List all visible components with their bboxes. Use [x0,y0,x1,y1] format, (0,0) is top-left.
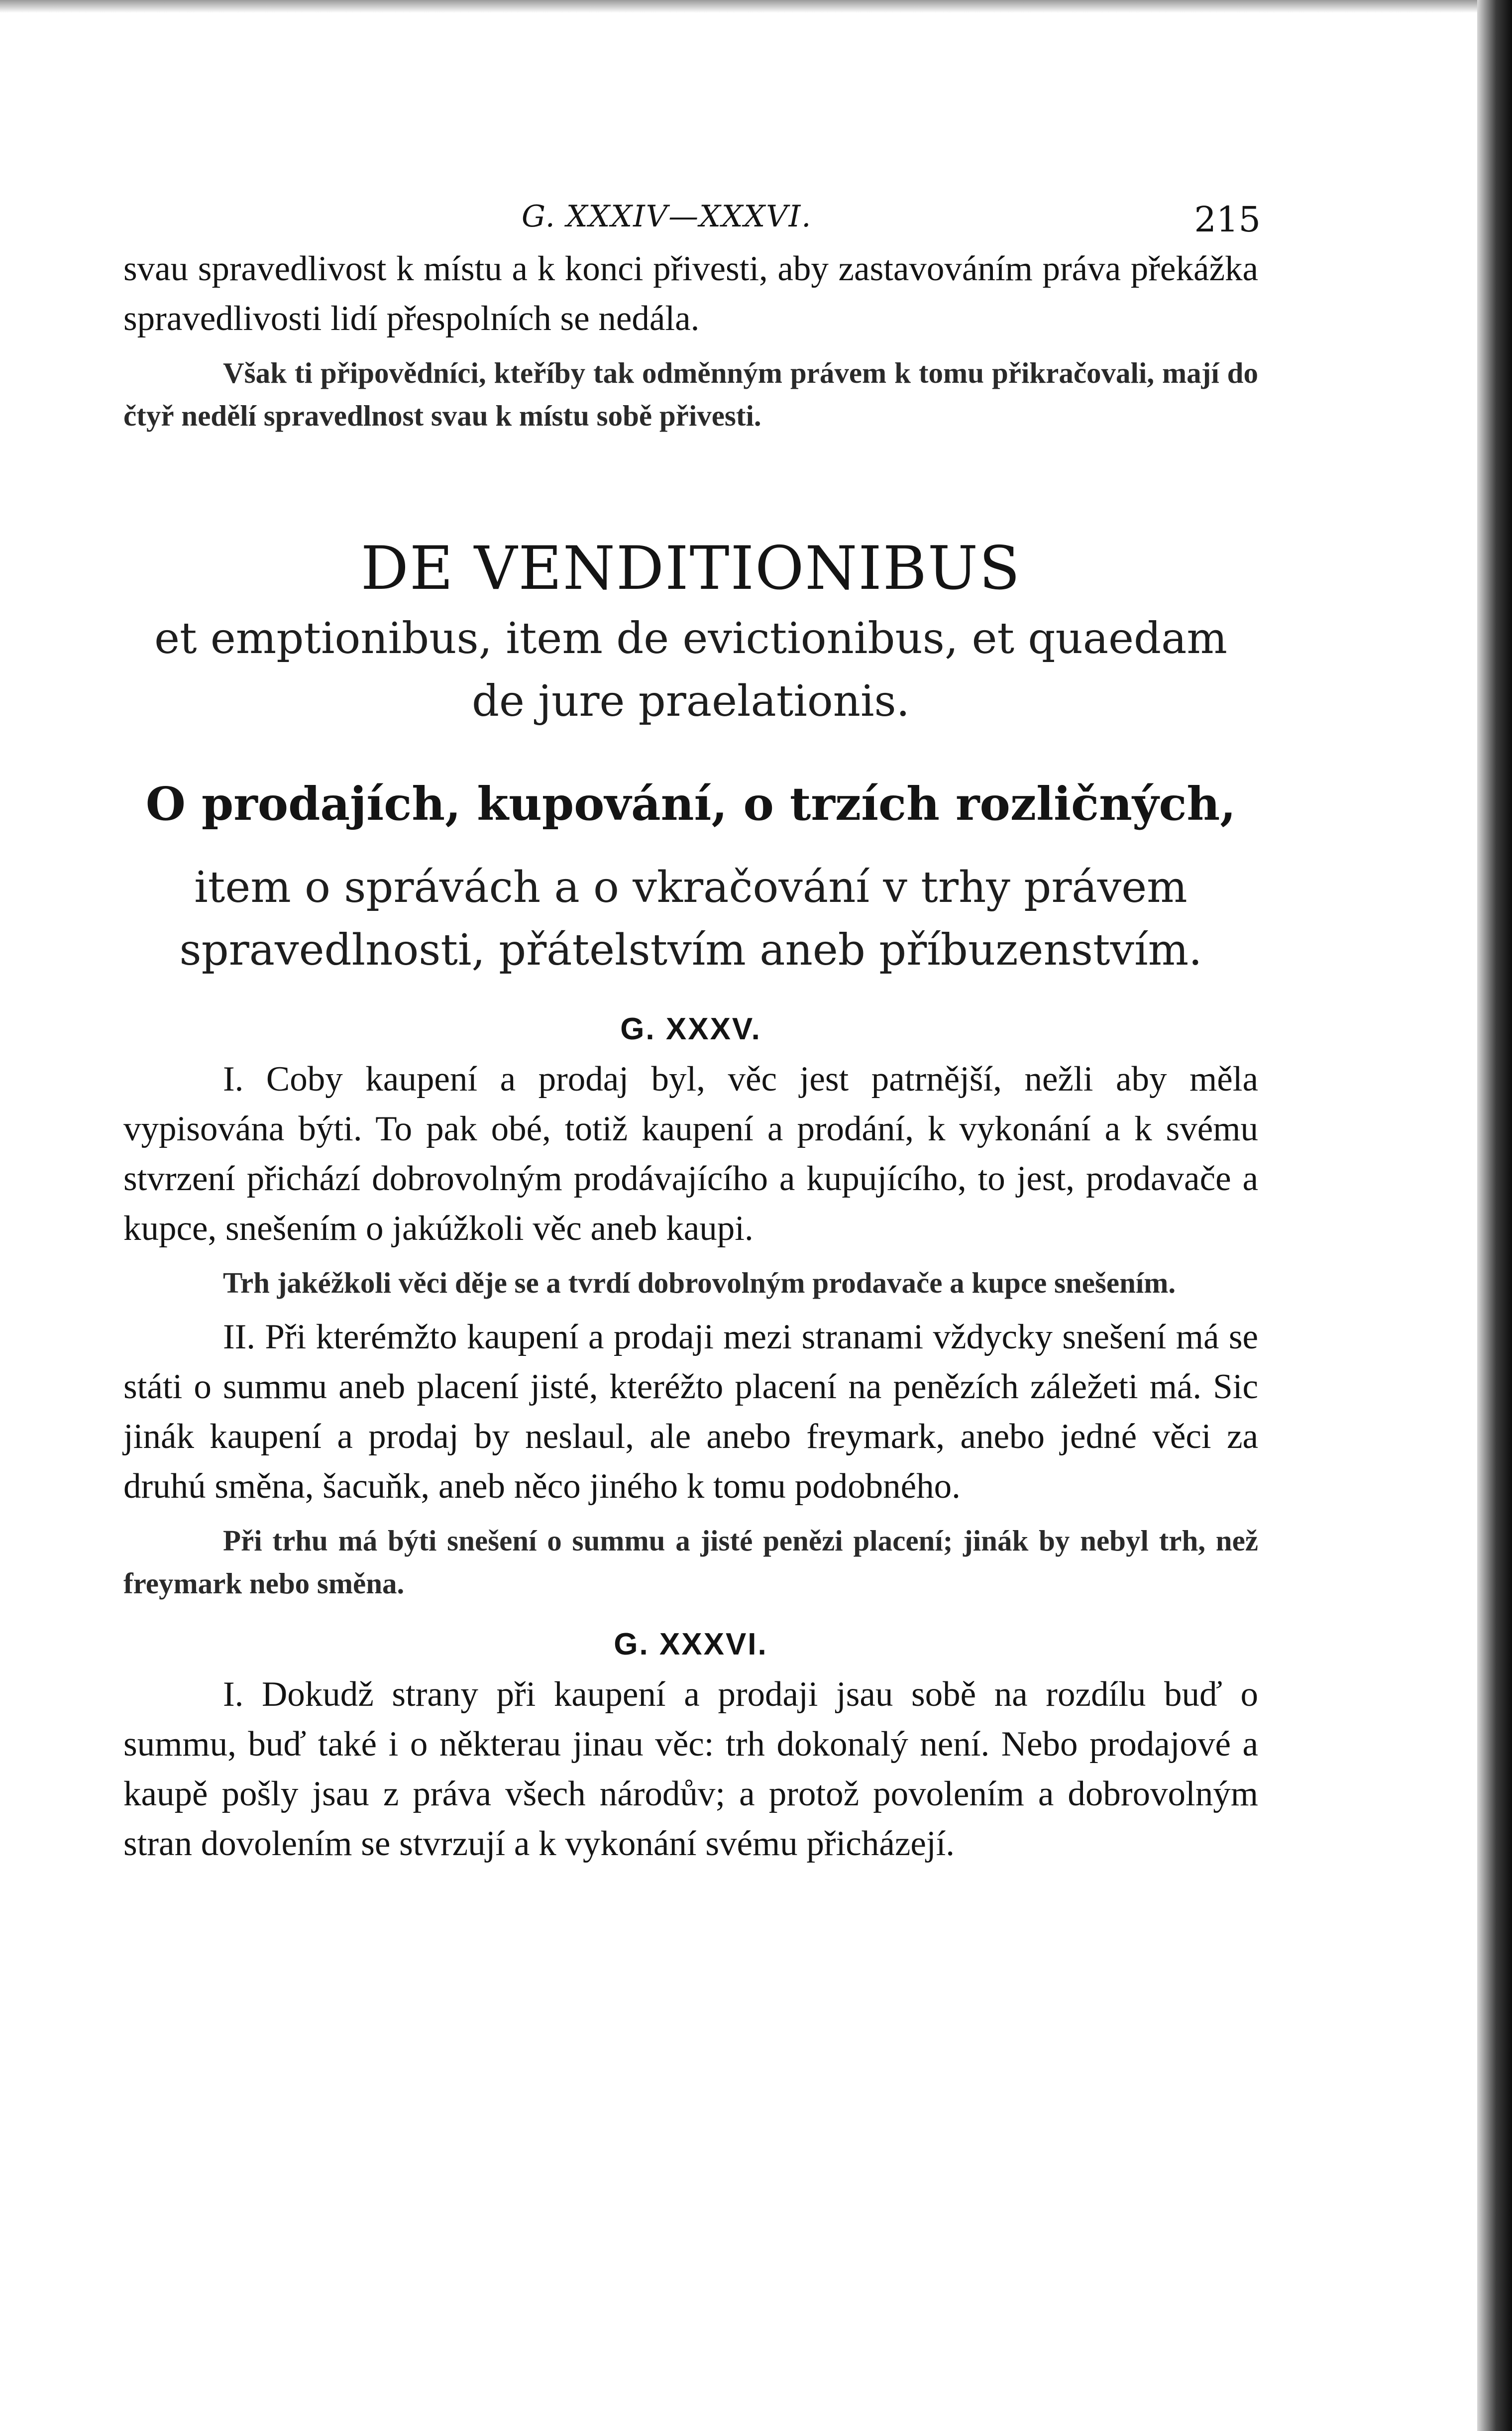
latin-subtitle: et emptionibus, item de evictionibus, et quaedam de jure praelationis. [154,614,1227,726]
section-35-gloss-2: Při trhu má býti snešení o summu a jisté penězi placení; jinák by nebyl trh, než freymark nebo směna. [123,1524,1258,1600]
book-page [123,149,1261,1869]
section-36-paragraph-1: I. Dokudž strany při kaupení a prodaji jsau sobě na rozdílu buď o summu, buď také i o některau jinau věc: trh dokonalý není. Nebo prodajové a kaupě pošly jsau z práva všech národův; a protož povolením a dobrovolným stran dovolením se stvrzují a k vykonání svému přicházejí. [123,1675,1258,1863]
page-header [123,149,1261,240]
latin-title: DE VENDITIONIBUS [360,534,1021,603]
section-35-paragraph-1: I. Coby kaupení a prodaj byl, věc jest patrnější, nežli aby měla vypisována býti. To pak obé, totiž kaupení a prodání, k vykonání a k svému stvrzení přichází dobrovolným prodávajícího a kupujícího, to jest, prodavače a kupce, snešením o jakúžkoli věc aneb kaupi. [123,1060,1258,1248]
running-title: G. XXXIV—XXXVI. [522,199,812,234]
page-number: 215 [1194,199,1261,240]
section-35-gloss-1: Trh jakéžkoli věci děje se a tvrdí dobrovolným prodavače a kupce snešením. [223,1266,1176,1299]
section-35-paragraph-2: II. Při kterémžto kaupení a prodaji mezi stranami vždycky snešení má se státi o summu aneb placení jisté, kteréžto placení na penězích záležeti má. Sic jinák kaupení a prodaj by neslaul, ale anebo freymark, anebo jedné věci za druhú směna, šacuňk, aneb něco jiného k tomu podobného. [123,1318,1258,1506]
scan-shadow-top [0,0,1512,13]
czech-title: O prodajích, kupování, o trzích rozličných, [145,777,1236,831]
section-heading-35: G. XXXV. [620,1012,761,1046]
scan-shadow-edge [1477,0,1512,2431]
opening-paragraph: svau spravedlivost k místu a k konci přivesti, aby zastavováním práva překážka spravedlivosti lidí přespolních se nedála. [123,249,1258,338]
czech-subtitle: item o správách a o vkračování v trhy právem spravedlnosti, přátelstvím aneb příbuzenstvím. [179,863,1202,975]
section-heading-36: G. XXXVI. [614,1627,768,1661]
opening-gloss: Však ti připovědníci, kteříby tak odměnným právem k tomu přikračovali, mají do čtyř nedělí spravedlnost svau k místu sobě přivesti. [123,356,1258,432]
